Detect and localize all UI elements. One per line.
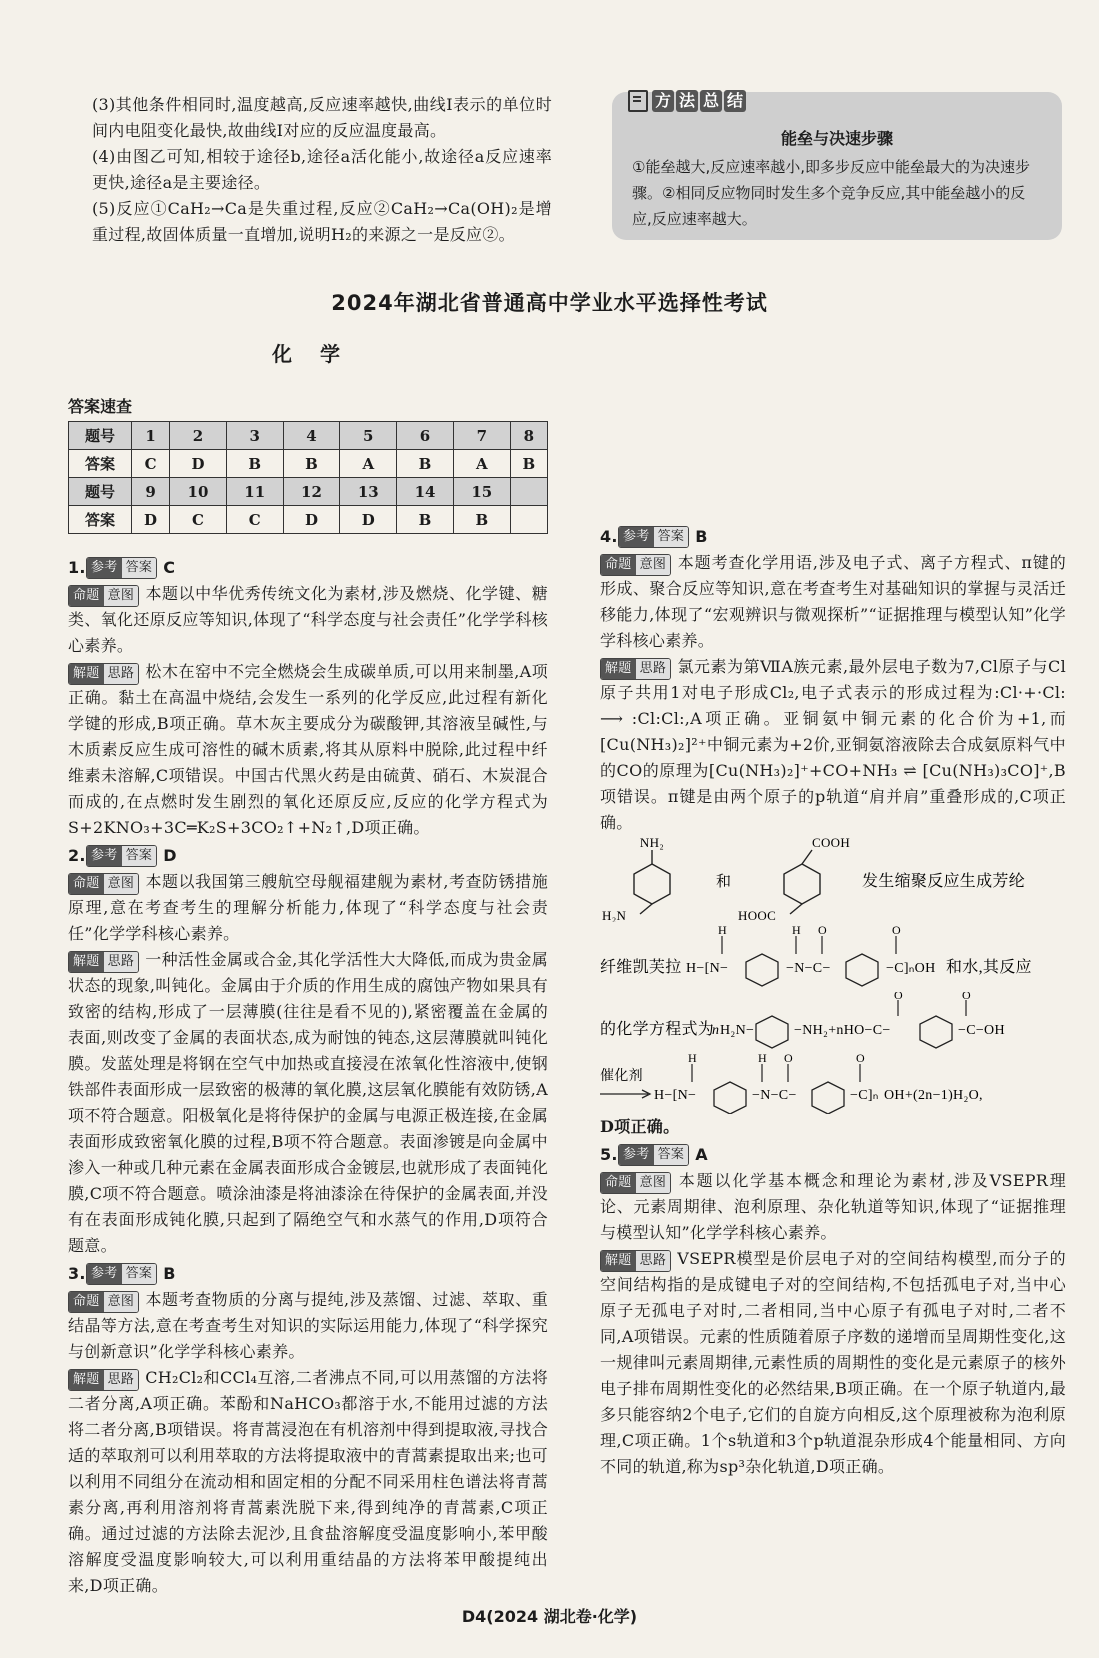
idea-text: 松木在窑中不完全燃烧会生成碳单质,可以用来制墨,A项正确。黏土在高温中烧结,会发生一系列的化学反应,此过程有新化学键的形成,B项正确。草木灰主要成分为碳酸钾,其溶液呈碱性,与木质素反应生成可溶性的碱木质素,将其从原料中脱除,此过程中纤维素未溶解,C项错误。中国古代黑火药是由硫黄、硝石、木炭混合而成的,在点燃时发生剧烈的氧化还原反应,反应的化学方程式为S+2KNO₃+3C═K₂S+3CO₂↑+N₂↑,D项正确。 <box>68 662 548 837</box>
cell: A <box>340 450 397 478</box>
o-label: O <box>894 992 903 1002</box>
cell: D <box>340 506 397 534</box>
answer-quick-check-label: 答案速查 <box>68 397 133 416</box>
method-summary-box <box>612 92 1062 240</box>
answer-table <box>68 421 548 534</box>
cell: 9 <box>132 478 170 506</box>
tag-part: 意图 <box>104 874 139 894</box>
equation-reactants <box>600 992 1066 1052</box>
row-label: 题号 <box>69 422 132 450</box>
question-answer: C <box>163 558 176 577</box>
cell <box>510 506 547 534</box>
tag-part: 解题 <box>601 659 636 679</box>
o-label: O <box>784 1052 793 1065</box>
cell: 14 <box>397 478 454 506</box>
intent-text: 本题以化学基本概念和理论为素材,涉及VSEPR理论、元素周期律、泡利原理、杂化轨道等知识,体现了“证据推理与模型认知”化学学科核心素养。 <box>600 1171 1066 1242</box>
row-label: 题号 <box>69 478 132 506</box>
tag-char: 法 <box>676 90 698 112</box>
amide-n: −N−C− <box>786 961 831 976</box>
intent-paragraph <box>68 1287 548 1365</box>
cell: 11 <box>226 478 283 506</box>
right-column <box>600 396 1066 1480</box>
product-start: H−[N− <box>654 1088 697 1103</box>
carbonyl-c: −C]ₙOH <box>886 961 936 976</box>
condensation-text: 发生缩聚反应生成芳纶 <box>862 873 1026 890</box>
subject-title: 化学 <box>272 342 368 366</box>
idea-tag <box>68 951 139 973</box>
idea-paragraph <box>600 654 1066 836</box>
tag-part: 答案 <box>122 846 157 866</box>
tag-part: 思路 <box>636 659 671 679</box>
question-number: 3. <box>68 1264 86 1283</box>
intent-paragraph <box>600 1168 1066 1246</box>
question-number: 1. <box>68 558 86 577</box>
cell: 2 <box>170 422 227 450</box>
p-phenylenediamine-structure <box>602 836 670 922</box>
idea-paragraph <box>68 947 548 1259</box>
tag-part: 意图 <box>636 555 671 575</box>
question-answer: A <box>695 1145 708 1164</box>
tag-part: 意图 <box>104 1292 139 1312</box>
cell: 15 <box>453 478 510 506</box>
intent-text: 本题考查化学用语,涉及电子式、离子方程式、π键的形成、聚合反应等知识,意在考查考生对基础知识的掌握与灵活迁移能力,体现了“宏观辨识与微观探析”“证据推理与模型认知”化学学科核心素养。 <box>600 553 1066 650</box>
tag-part: 命题 <box>601 1173 636 1193</box>
amine-label: H₂N <box>602 908 627 922</box>
tag-part: 参考 <box>87 846 122 866</box>
tag-part: 参考 <box>87 1264 122 1284</box>
terephthalic-acid-structure <box>738 836 850 922</box>
intent-tag <box>600 1172 671 1194</box>
cell: 8 <box>510 422 547 450</box>
table-row <box>69 478 548 506</box>
intent-tag <box>68 1291 139 1313</box>
carboxyl-label: COOH <box>812 836 851 850</box>
previous-solution-tail <box>92 92 552 248</box>
cell: 13 <box>340 478 397 506</box>
cell: B <box>397 506 454 534</box>
cell: 6 <box>397 422 454 450</box>
intent-paragraph <box>600 550 1066 654</box>
tag-part: 命题 <box>69 586 104 606</box>
reactant-end: −C−OH <box>958 1023 1005 1038</box>
question-number: 4. <box>600 527 618 546</box>
question-header <box>68 555 548 581</box>
tag-part: 解题 <box>69 1370 104 1390</box>
idea-tag <box>68 663 139 685</box>
tag-part: 参考 <box>87 558 122 578</box>
intent-text: 本题以中华优秀传统文化为素材,涉及燃烧、化学键、糖类、氧化还原反应等知识,体现了“科学态度与社会责任”化学学科核心素养。 <box>68 584 548 655</box>
and-text: 和 <box>716 874 732 890</box>
catalyst-label: 催化剂 <box>600 1069 643 1084</box>
idea-tag <box>600 658 671 680</box>
cell: B <box>510 450 547 478</box>
tag-part: 命题 <box>69 1292 104 1312</box>
paragraph: (4)由图乙可知,相较于途径b,途径a活化能小,故途径a反应速率更快,途径a是主要途径。 <box>92 147 552 192</box>
cell: C <box>170 506 227 534</box>
tag-part: 思路 <box>104 1370 139 1390</box>
h-label: H <box>688 1052 697 1065</box>
question-header <box>600 1142 1066 1168</box>
h-label: H <box>758 1052 767 1065</box>
cell: D <box>283 506 340 534</box>
question-header <box>68 843 548 869</box>
cell: 5 <box>340 422 397 450</box>
cell: 7 <box>453 422 510 450</box>
cell: C <box>132 450 170 478</box>
idea-paragraph <box>68 1365 548 1599</box>
cell: B <box>397 450 454 478</box>
cell: A <box>453 450 510 478</box>
question-header <box>68 1261 548 1287</box>
tag-part: 意图 <box>104 586 139 606</box>
polymer-chain-start: H−[N− <box>686 961 729 976</box>
tag-part: 思路 <box>636 1251 671 1271</box>
cell: C <box>226 506 283 534</box>
method-title: 能垒与决速步骤 <box>780 129 893 148</box>
idea-text: 一种活性金属或合金,其化学活性大大降低,而成为贵金属状态的现象,叫钝化。金属由于介质的作用生成的腐蚀产物如果具有致密的结构,形成了一层薄膜(往往是看不见的),紧密覆盖在金属的表面,则改变了金属的表面状态,成为耐蚀的钝态,这层薄膜就叫钝化膜。发蓝处理是将钢在空气中加热或直接浸在浓氧化性溶液中,使钢铁部件表面形成一层致密的极薄的氧化膜,这层氧化膜能有效防锈,A项不符合题意。阳极氧化是将待保护的金属与电源正极连接,在金属表面形成致密氧化膜的过程,B项不符合题意。表面渗镀是向金属中渗入一种或几种元素在金属表面形成合金镀层,也就形成了表面钝化膜,C项不符合题意。喷涂油漆是将油漆涂在待保护的金属表面,并没有在表面形成钝化膜,只起到了隔绝空气和水蒸气的作用,D项符合题意。 <box>68 950 548 1255</box>
row-label: 答案 <box>69 450 132 478</box>
cell <box>510 478 547 506</box>
fiber-name: 纤维凯芙拉 <box>600 959 682 976</box>
amine-label: NH₂ <box>639 836 665 850</box>
product-bracket: −C]ₙ <box>850 1088 879 1103</box>
idea-paragraph <box>68 659 548 841</box>
tag-char: 总 <box>700 90 722 112</box>
reference-answer-tag <box>618 526 689 548</box>
method-tag <box>628 90 748 112</box>
intent-tag <box>600 554 671 576</box>
idea-text: 氯元素为第ⅦA族元素,最外层电子数为7,Cl原子与Cl原子共用1对电子形成Cl₂,电子式表示的形成过程为:Cl·+·Cl: ⟶ :Cl:Cl:,A项正确。亚铜氨中铜元素的化合价为+1,而[Cu(NH₃)₂]²⁺中铜元素为+2价,亚铜氨溶液除去合成氨原料气中的CO的原理为[Cu(NH₃)₂]⁺+CO+NH₃ ⇌ [Cu(NH₃)₃CO]⁺,B项错误。π键是由两个原子的p轨道“肩并肩”重叠形成的,C项正确。 <box>600 657 1066 832</box>
paragraph: (5)反应①CaH₂→Ca是失重过程,反应②CaH₂→Ca(OH)₂是增重过程,故固体质量一直增加,说明H₂的来源之一是反应②。 <box>92 199 552 244</box>
intent-text: 本题以我国第三艘航空母舰福建舰为素材,考查防锈措施原理,意在考查考生的理解分析能力,体现了“科学态度与社会责任”化学学科核心素养。 <box>68 872 548 943</box>
cell: D <box>170 450 227 478</box>
reference-answer-tag <box>618 1144 689 1166</box>
tag-part: 参考 <box>619 527 654 547</box>
tag-part: 答案 <box>654 527 689 547</box>
cell: 12 <box>283 478 340 506</box>
intent-paragraph <box>68 581 548 659</box>
page-footer: D4(2024 湖北卷·化学) <box>461 1607 638 1626</box>
cell: 4 <box>283 422 340 450</box>
cell: B <box>453 506 510 534</box>
tag-part: 命题 <box>69 874 104 894</box>
tag-part: 命题 <box>601 555 636 575</box>
cell: 1 <box>132 422 170 450</box>
question-number: 2. <box>68 846 86 865</box>
equation-tail: OH+(2n−1)H₂O, <box>884 1088 983 1103</box>
tag-part: 思路 <box>104 664 139 684</box>
reference-answer-tag <box>86 557 157 579</box>
question-answer: D <box>163 846 177 865</box>
o-label: O <box>818 923 827 937</box>
idea-tag <box>68 1369 139 1391</box>
reactant-prefix: n <box>712 1023 720 1038</box>
tag-char: 方 <box>652 90 674 112</box>
carboxyl-label: HOOC <box>738 908 777 922</box>
monomer-structures <box>600 836 1066 922</box>
o-label: O <box>856 1052 865 1065</box>
h-label: H <box>792 923 801 937</box>
intent-text: 本题考查物质的分离与提纯,涉及蒸馏、过滤、萃取、重结晶等方法,意在考查考生对知识的实际运用能力,体现了“科学探究与创新意识”化学学科核心素养。 <box>68 1290 548 1361</box>
cell: 10 <box>170 478 227 506</box>
tag-part: 思路 <box>104 952 139 972</box>
tag-part: 解题 <box>69 664 104 684</box>
tag-part: 参考 <box>619 1145 654 1165</box>
exam-title: 2024年湖北省普通高中学业水平选择性考试 <box>331 291 768 315</box>
reactant-mid: −NH₂+nHO−C− <box>794 1023 891 1038</box>
cell: 3 <box>226 422 283 450</box>
fiber-tail-text: 和水,其反应 <box>946 959 1032 976</box>
reference-answer-tag <box>86 1263 157 1285</box>
intent-tag <box>68 585 139 607</box>
tag-part: 答案 <box>122 558 157 578</box>
reactant-prefix: H₂N− <box>720 1023 755 1038</box>
idea-tag <box>600 1250 671 1272</box>
question-header <box>600 524 1066 550</box>
idea-text: CH₂Cl₂和CCl₄互溶,二者沸点不同,可以用蒸馏的方法将二者分离,A项正确。苯酚和NaHCO₃都溶于水,不能用过滤的方法将二者分离,B项错误。将青蒿浸泡在有机溶剂中得到提取液,寻找合适的萃取剂可以利用萃取的方法将提取液中的青蒿素提取出来;也可以利用不同组分在流动相和固定相的分配不同采用柱色谱法将青蒿素分离,再利用溶剂将青蒿素洗脱下来,得到纯净的青蒿素,C项正确。通过过滤的方法除去泥沙,且食盐溶解度受温度影响小,苯甲酸溶解度受温度影响较大,可以利用重结晶的方法将苯甲酸提纯出来,D项正确。 <box>68 1368 548 1595</box>
tag-part: 意图 <box>636 1173 671 1193</box>
left-column <box>68 553 548 1599</box>
tag-part: 答案 <box>122 1264 157 1284</box>
kevlar-structure <box>600 922 1066 992</box>
table-row <box>69 450 548 478</box>
reference-answer-tag <box>86 845 157 867</box>
table-row <box>69 422 548 450</box>
book-icon <box>628 90 648 112</box>
cell: B <box>283 450 340 478</box>
tag-part: 答案 <box>654 1145 689 1165</box>
intent-paragraph <box>68 869 548 947</box>
question-answer: B <box>163 1264 176 1283</box>
tag-part: 解题 <box>69 952 104 972</box>
question-answer: B <box>695 527 708 546</box>
o-label: O <box>892 923 901 937</box>
tag-part: 解题 <box>601 1251 636 1271</box>
intent-tag <box>68 873 139 895</box>
idea-paragraph <box>600 1246 1066 1480</box>
q4-end: D项正确。 <box>600 1117 680 1136</box>
question-number: 5. <box>600 1145 618 1164</box>
method-body: ①能垒越大,反应速率越小,即多步反应中能垒最大的为决速步骤。②相同反应物同时发生多个竞争反应,其中能垒越小的反应,反应速率越大。 <box>632 158 1030 228</box>
tag-char: 结 <box>724 90 746 112</box>
cell: B <box>226 450 283 478</box>
product-mid: −N−C− <box>752 1088 797 1103</box>
h-label: H <box>718 923 727 937</box>
equation-lead: 的化学方程式为 <box>600 1021 715 1038</box>
cell: D <box>132 506 170 534</box>
table-row <box>69 506 548 534</box>
row-label: 答案 <box>69 506 132 534</box>
equation-products <box>600 1052 1066 1114</box>
paragraph: (3)其他条件相同时,温度越高,反应速率越快,曲线Ⅰ表示的单位时间内电阻变化最快,故曲线Ⅰ对应的反应温度最高。 <box>92 95 552 140</box>
o-label: O <box>962 992 971 1002</box>
idea-text: VSEPR模型是价层电子对的空间结构模型,而分子的空间结构指的是成键电子对的空间结构,不包括孤电子对,当中心原子无孤电子对时,二者相同,当中心原子有孤电子对时,二者不同,A项错误。元素的性质随着原子序数的递增而呈周期性变化,这一规律叫元素周期律,元素性质的周期性的变化是元素原子的核外电子排布周期性变化的必然结果,B项正确。在一个原子轨道内,最多只能容纳2个电子,它们的自旋方向相反,这个原理被称为泡利原理,C项正确。1个s轨道和3个p轨道混杂形成4个能量相同、方向不同的轨道,称为sp³杂化轨道,D项正确。 <box>600 1249 1066 1476</box>
